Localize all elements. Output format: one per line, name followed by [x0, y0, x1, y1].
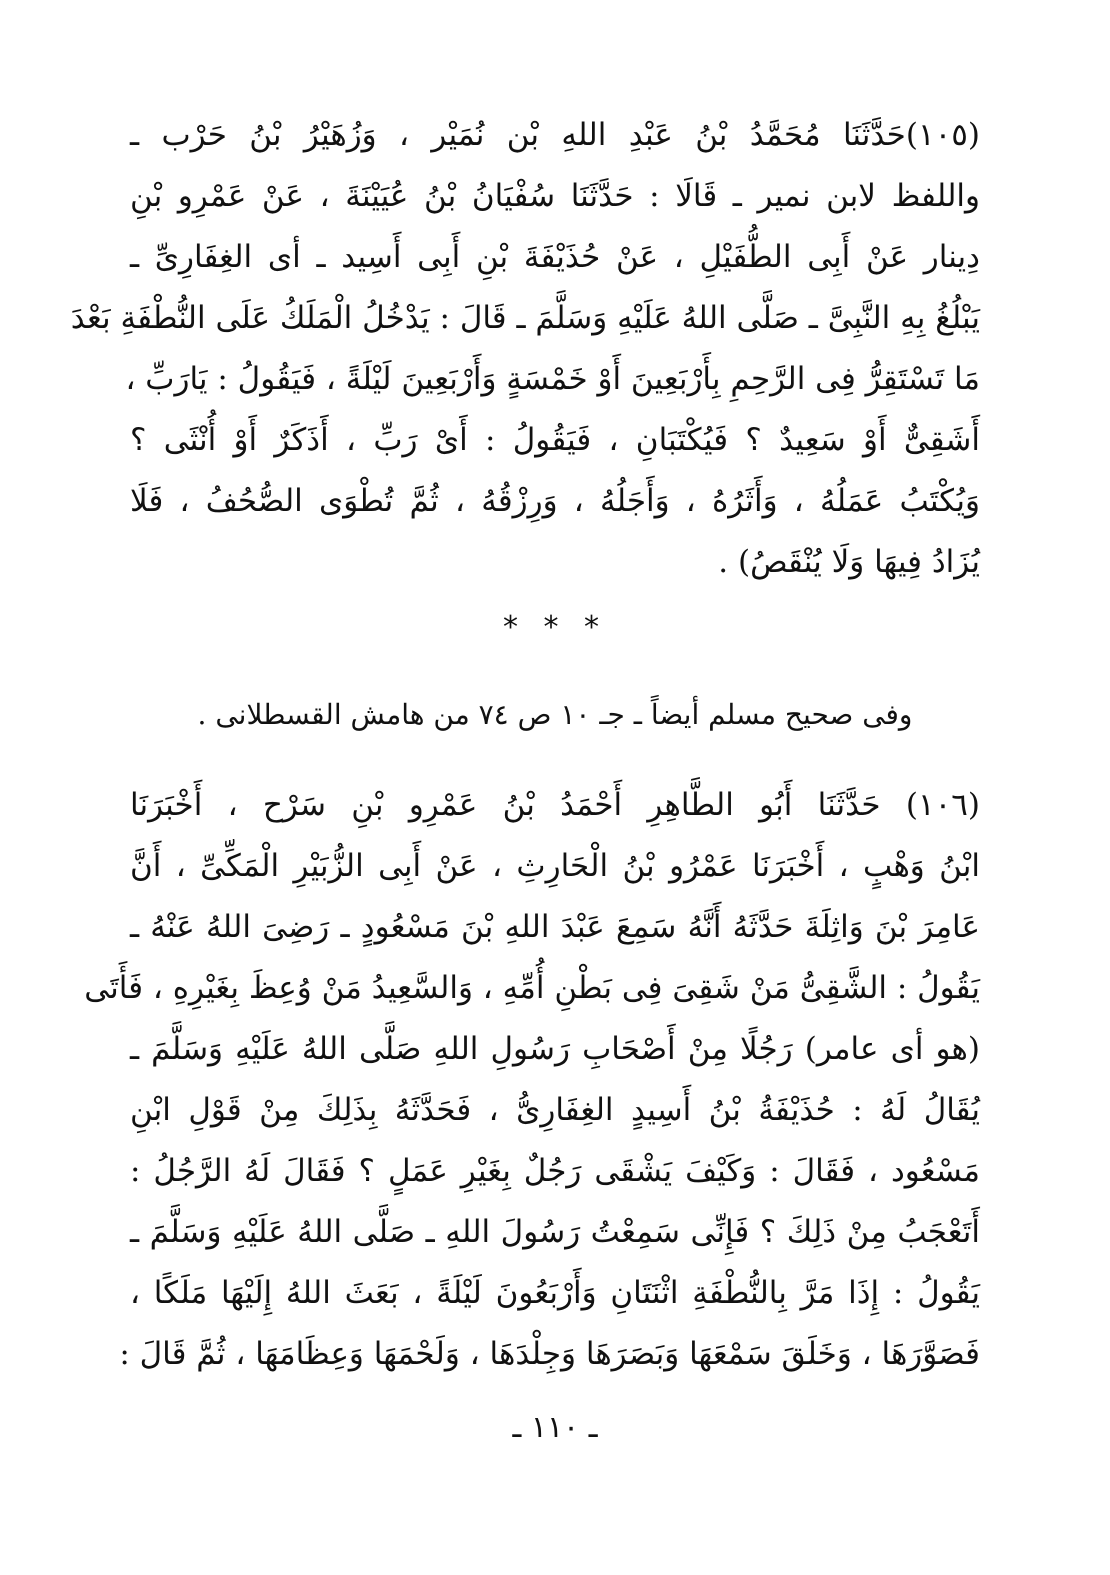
text-line: يُزَادُ فِيهَا وَلَا يُنْقَصُ) . [718, 544, 980, 580]
text-line: وَيُكْتَبُ عَمَلُهُ ، وَأَثَرُهُ ، وَأَجَلُهُ ، وَرِزْقُهُ ، ثُمَّ تُطْوَى الصُّحُفُ ، فَلَا [130, 483, 980, 519]
text-line: يَبْلُغُ بِهِ النَّبِىَّ ـ صَلَّى اللهُ عَلَيْهِ وَسَلَّمَ ـ قَالَ : يَدْخُلُ الْمَلَكُ عَلَى النُّطْفَةِ بَعْدَ [70, 300, 980, 336]
section-separator: * * * [502, 610, 608, 645]
text-line: يَقُولُ : الشَّقِىُّ مَنْ شَقِىَ فِى بَطْنِ أُمِّهِ ، وَالسَّعِيدُ مَنْ وُعِظَ بِغَيْرِهِ ، فَأَتَى [84, 970, 980, 1006]
text-line: واللفظ لابن نمير ـ قَالَا : حَدَّثَنَا سُفْيَانُ بْنُ عُيَيْنَةَ ، عَنْ عَمْرِو بْنِ [130, 178, 980, 214]
text-line: مَا تَسْتَقِرُّ فِى الرَّحِمِ بِأَرْبَعِينَ أَوْ خَمْسَةٍ وَأَرْبَعِينَ لَيْلَةً ، فَيَقُولُ : يَارَبِّ ، [125, 361, 980, 397]
text-line: عَامِرَ بْنَ وَاثِلَةَ حَدَّثَهُ أَنَّهُ سَمِعَ عَبْدَ اللهِ بْنَ مَسْعُودٍ ـ رَضِىَ اللهُ عَنْهُ ـ [130, 909, 980, 945]
text-line: دِينار عَنْ أَبِى الطُّفَيْلِ ، عَنْ حُذَيْفَةَ بْنِ أَبِى أَسِيد ـ أى الغِفَارِىِّ ـ [130, 239, 980, 275]
hadith-105-paragraph [70, 105, 980, 593]
text-line: يُقَالُ لَهُ : حُذَيْفَةُ بْنُ أَسِيدٍ الغِفَارِىُّ ، فَحَدَّثَهُ بِذَلِكَ مِنْ قَوْلِ ابْنِ [130, 1092, 980, 1128]
text-line: (١٠٦) حَدَّثَنَا أَبُو الطَّاهِرِ أَحْمَدُ بْنُ عَمْرِو بْنِ سَرْح ، أَخْبَرَنَا [130, 787, 980, 823]
text-line: (١٠٥)حَدَّثَنَا مُحَمَّدُ بْنُ عَبْدِ اللهِ بْن نُمَيْر ، وَزُهَيْرُ بْنُ حَرْب ـ [130, 117, 980, 153]
text-line: فَصَوَّرَهَا ، وَخَلَقَ سَمْعَهَا وَبَصَرَهَا وَجِلْدَهَا ، وَلَحْمَهَا وَعِظَامَهَا ، ثُمَّ قَالَ : [119, 1336, 980, 1372]
text-line: أَتَعْجَبُ مِنْ ذَلِكَ ؟ فَإِنِّى سَمِعْتُ رَسُولَ اللهِ ـ صَلَّى اللهُ عَلَيْهِ وَسَلَّمَ ـ [130, 1214, 980, 1250]
text-line: أَشَقِىٌّ أَوْ سَعِيدٌ ؟ فَيُكْتَبَانِ ، فَيَقُولُ : أَىْ رَبِّ ، أَذَكَرٌ أَوْ أُنْثَى ؟ [130, 422, 980, 458]
text-line: مَسْعُود ، فَقَالَ : وَكَيْفَ يَشْقَى رَجُلٌ بِغَيْرِ عَمَلٍ ؟ فَقَالَ لَهُ الرَّجُلُ : [130, 1153, 980, 1189]
page-number: ـ ١١٠ ـ [512, 1410, 598, 1445]
source-note: وفى صحيح مسلم أيضاً ـ جـ ١٠ ص ٧٤ من هامش القسطلانى . [197, 698, 913, 731]
text-line: (هو أى عامر) رَجُلًا مِنْ أَصْحَابِ رَسُولِ اللهِ صَلَّى اللهُ عَلَيْهِ وَسَلَّمَ ـ [130, 1031, 980, 1067]
text-line: يَقُولُ : إِذَا مَرَّ بِالنُّطْفَةِ اثْنَتَانِ وَأَرْبَعُونَ لَيْلَةً ، بَعَثَ اللهُ إِلَيْهَا مَلَكًا ، [130, 1275, 980, 1311]
text-line: ابْنُ وَهْبٍ ، أَخْبَرَنَا عَمْرُو بْنُ الْحَارِثِ ، عَنْ أَبِى الزُّبَيْرِ الْمَكِّىِّ ، أَنَّ [130, 848, 980, 884]
hadith-106-paragraph [84, 775, 980, 1385]
